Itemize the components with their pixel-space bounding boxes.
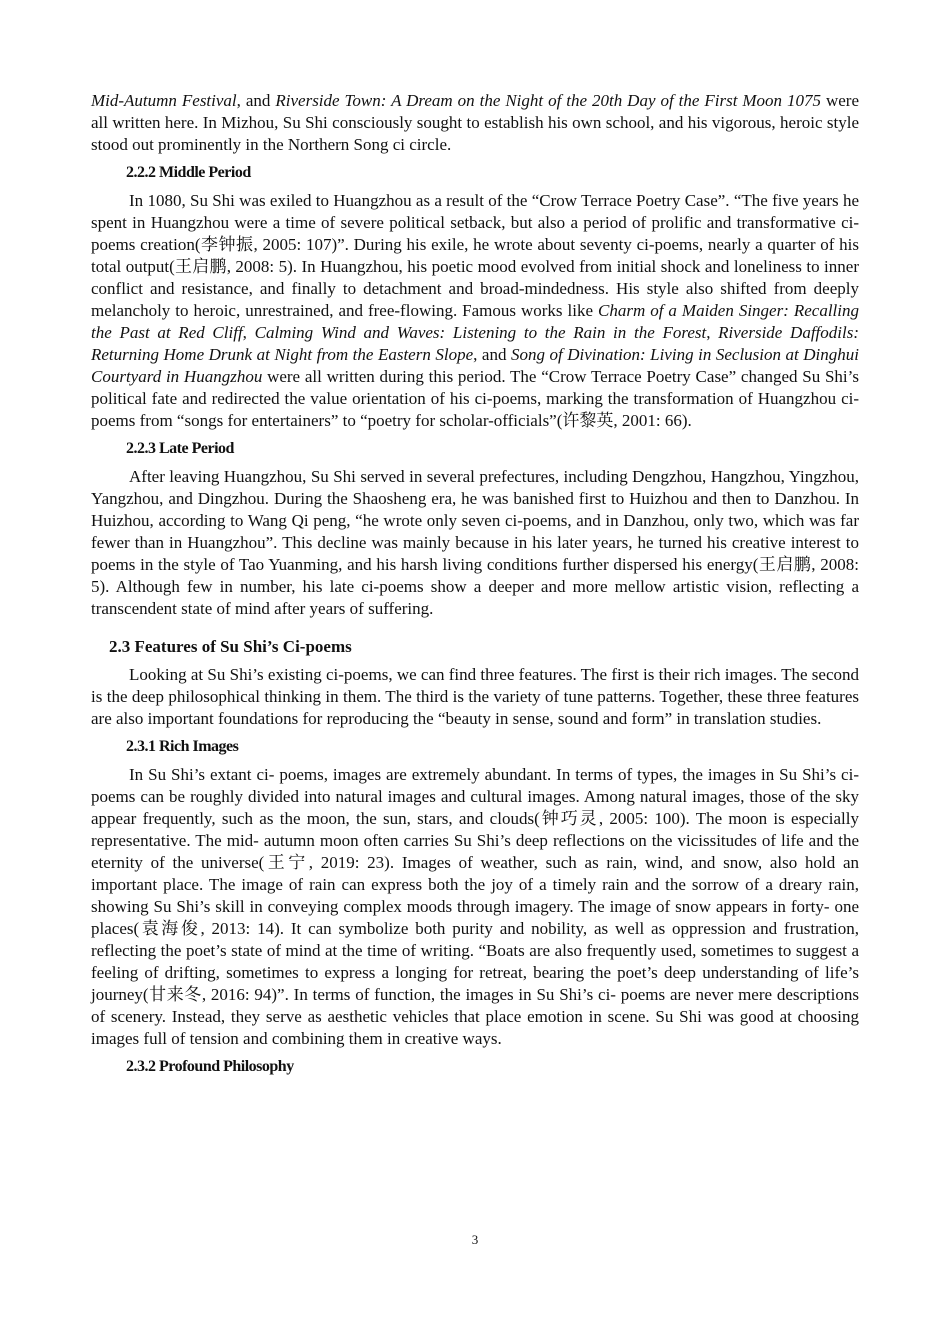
work-title: Riverside Daffodils: Returning Home Drunk at Night from the Eastern Slope <box>91 323 859 364</box>
middle-period-paragraph: In 1080, Su Shi was exiled to Huangzhou as a result of the “Crow Terrace Poetry Case”. “The five years he spent in Huangzhou were a time of severe political setback, but also a period of prolific and transformative ci-poems creation(李钟振, 2005: 107)”. During his exile, he wrote about seventy ci-poems, nearly a quarter of his total output(王启鹏, 2008: 5). In Huangzhou, his poetic mood evolved from initial shock and loneliness to inner conflict and resistance, and finally to detachment and broad-mindedness. His style also shifted from deeply melancholy to heroic, unrestrained, and free-flowing. Famous works like Charm of a Maiden Singer: Recalling the Past at Red Cliff, Calming Wind and Waves: Listening to the Rain in the Forest, Riverside Daffodils: Returning Home Drunk at Night from the Eastern Slope, and Song of Divination: Living in Seclusion at Dinghui Courtyard in Huangzhou were all written during this period. The “Crow Terrace Poetry Case” changed Su Shi’s political fate and redirected the value orientation of his ci-poems, marking the transformation of Huangzhou ci-poems from “songs for entertainers” to “poetry for scholar-officials”(许黎英, 2001: 66). <box>91 191 860 430</box>
heading-late-period: 2.2.3 Late Period <box>126 440 234 457</box>
features-paragraph: Looking at Su Shi’s existing ci-poems, we can find three features. The first is their rich images. The second is the deep philosophical thinking in them. The third is the variety of tune patterns. Together, these three features are also important foundations for reproducing the “beauty in sense, sound and form” in translation studies. <box>91 665 859 728</box>
document-page <box>91 90 859 1084</box>
work-title: Calming Wind and Waves: Listening to the Rain in the Forest <box>254 323 707 342</box>
heading-rich-images: 2.3.1 Rich Images <box>126 738 239 755</box>
work-title: Song of Divination: Living in Seclusion at Dinghui Courtyard in Huangzhou <box>91 345 859 386</box>
work-title: Mid-Autumn Festival <box>91 91 237 110</box>
heading-features: 2.3 Features of Su Shi’s Ci-poems <box>109 637 352 656</box>
rich-images-paragraph: In Su Shi’s extant ci- poems, images are extremely abundant. In terms of types, the images in Su Shi’s ci- poems can be roughly divided into natural images and cultural images. Among natural images, those of the sky appear frequently, such as the moon, the sun, stars, and clouds(钟巧灵, 2005: 100). The moon is especially representative. The mid- autumn moon often carries Su Shi’s deep reflections on the vicissitudes of life and the eternity of the universe(王宁, 2019: 23). Images of weather, such as rain, wind, and snow, also hold an important place. The image of rain can express both the joy of a timely rain and the sorrow of a dreary rain, showing Su Shi’s skill in conveying complex moods through imagery. The image of snow appears in forty- one places(袁海俊, 2013: 14). It can symbolize both purity and nobility, as well as oppression and frustration, reflecting the poet’s state of mind at the time of writing. “Boats are also frequently used, sometimes to suggest a feeling of drifting, sometimes to express a longing for retreat, bearing the poet’s deep understanding of life’s journey(甘来冬, 2016: 94)”. In terms of function, the images in Su Shi’s ci- poems are never mere descriptions of scenery. Instead, they serve as aesthetic vehicles that place emotion in scene. Su Shi was good at choosing images full of tension and combining them in creative ways. <box>91 765 859 1048</box>
late-period-paragraph: After leaving Huangzhou, Su Shi served in several prefectures, including Dengzhou, Hangzhou, Yingzhou, Yangzhou, and Dingzhou. During the Shaosheng era, he was banished first to Huizhou and then to Danzhou. In Huizhou, according to Wang Qi peng, “he wrote only seven ci-poems, and in Danzhou, only two, which was far fewer than in Huangzhou”. This decline was mainly because in his later years, he turned his creative interest to poems in the style of Tao Yuanming, and his harsh living conditions further dispersed his energy(王启鹏, 2008: 5). Although few in number, his late ci-poems show a deeper and more mellow artistic vision, reflecting a transcendent state of mind after years of suffering. <box>91 467 859 618</box>
work-title: Riverside Town: A Dream on the Night of the 20th Day of the First Moon 1075 <box>275 91 821 110</box>
heading-profound-philosophy: 2.3.2 Profound Philosophy <box>126 1058 294 1075</box>
heading-middle-period: 2.2.2 Middle Period <box>126 164 251 181</box>
work-title: Charm of a Maiden Singer: Recalling the Past at Red Cliff <box>91 301 860 342</box>
intro-paragraph: Mid-Autumn Festival, and Riverside Town: A Dream on the Night of the 20th Day of the First Moon 1075 were all written here. In Mizhou, Su Shi consciously sought to establish his own school, and his vigorous, heroic style stood out prominently in the Northern Song ci circle. <box>91 91 859 154</box>
page-number: 3 <box>471 1232 479 1247</box>
